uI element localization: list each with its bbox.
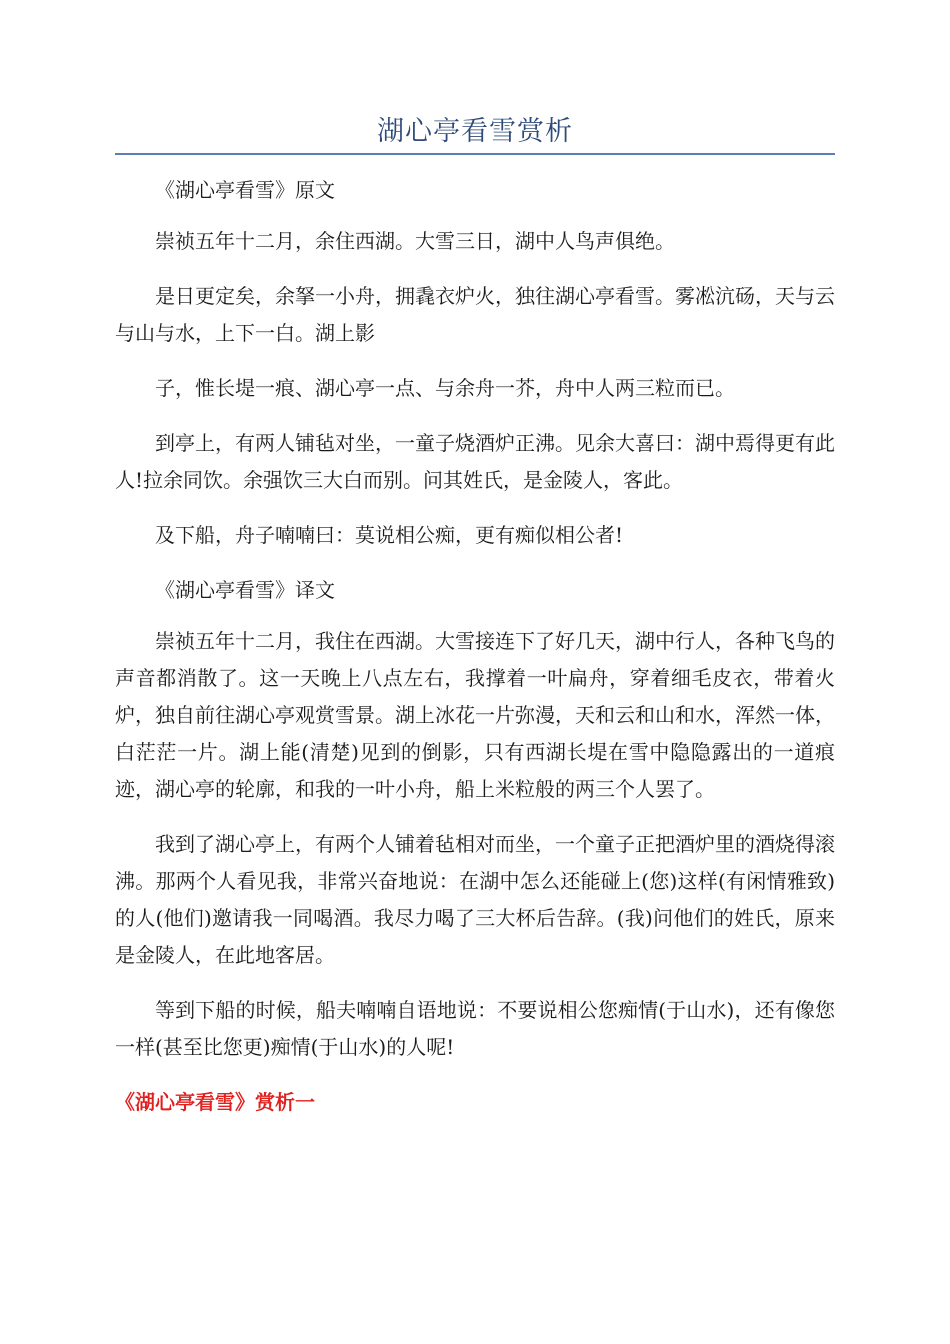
document-title: 湖心亭看雪赏析 xyxy=(377,116,573,147)
original-paragraph-5: 及下船，舟子喃喃曰：莫说相公痴，更有痴似相公者! xyxy=(155,523,624,547)
translation-heading: 《湖心亭看雪》译文 xyxy=(155,578,335,602)
translation-paragraph-1: 崇祯五年十二月，我住在西湖。大雪接连下了好几天，湖中行人，各种飞鸟的声音都消散了。这一天晚上八点左右，我撑着一叶扁舟，穿着细毛皮衣，带着火炉，独自前往湖心亭观赏雪景。湖上冰花一片弥漫，天和云和山和水，浑然一体，白茫茫一片。湖上能(清楚)见到的倒影，只有西湖长堤在雪中隐隐露出的一道痕迹，湖心亭的轮廓，和我的一叶小舟，船上米粒般的两三个人罢了。 xyxy=(115,629,835,801)
translation-paragraph-3: 等到下船的时候，船夫喃喃自语地说：不要说相公您痴情(于山水)，还有像您一样(甚至比您更)痴情(于山水)的人呢! xyxy=(115,998,835,1059)
title-underline xyxy=(115,153,835,155)
original-text-heading: 《湖心亭看雪》原文 xyxy=(155,178,335,202)
original-paragraph-1: 崇祯五年十二月，余住西湖。大雪三日，湖中人鸟声俱绝。 xyxy=(155,229,675,253)
original-paragraph-4: 到亭上，有两人铺毡对坐，一童子烧酒炉正沸。见余大喜曰：湖中焉得更有此人!拉余同饮。余强饮三大白而别。问其姓氏，是金陵人，客此。 xyxy=(115,431,835,492)
translation-paragraph-2: 我到了湖心亭上，有两个人铺着毡相对而坐，一个童子正把酒炉里的酒烧得滚沸。那两个人看见我，非常兴奋地说：在湖中怎么还能碰上(您)这样(有闲情雅致)的人(他们)邀请我一同喝酒。我尽力喝了三大杯后告辞。(我)问他们的姓氏，原来是金陵人，在此地客居。 xyxy=(115,832,835,967)
original-paragraph-3: 子，惟长堤一痕、湖心亭一点、与余舟一芥，舟中人两三粒而已。 xyxy=(155,376,735,400)
original-paragraph-2: 是日更定矣，余拏一小舟，拥毳衣炉火，独往湖心亭看雪。雾凇沆砀，天与云与山与水，上下一白。湖上影 xyxy=(115,284,835,345)
document-body xyxy=(115,172,835,1121)
analysis-heading: 《湖心亭看雪》赏析一 xyxy=(115,1090,315,1114)
